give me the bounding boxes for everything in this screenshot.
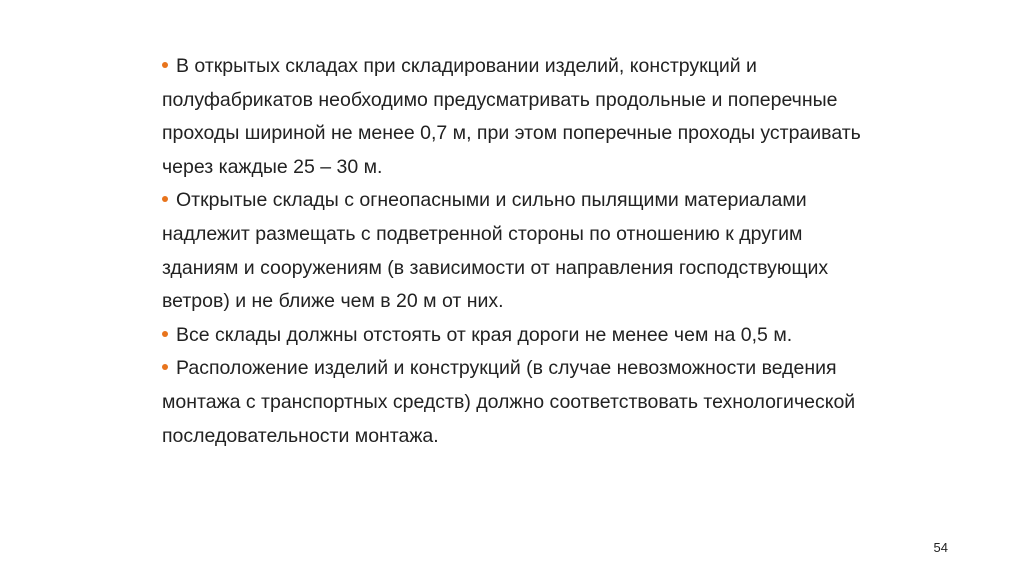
- bullet-text: Открытые склады с огнеопасными и сильно пылящими материалами надлежит размещать с подветренной стороны по отношению к другим зданиям и сооружениям (в зависимости от направления господствующих ветров) и не ближе чем в 20 м от них.: [162, 189, 829, 313]
- bullet-item: [162, 50, 882, 184]
- bullet-dot-icon: [162, 364, 168, 370]
- bullet-item: [162, 319, 882, 353]
- bullet-dot-icon: [162, 196, 168, 202]
- bullet-item: [162, 352, 882, 453]
- bullet-text: В открытых складах при складировании изделий, конструкций и полуфабрикатов необходимо предусматривать продольные и поперечные проходы шириной не менее 0,7 м, при этом поперечные проходы устраивать через каждые 25 – 30 м.: [162, 55, 861, 178]
- bullet-text: Расположение изделий и конструкций (в случае невозможности ведения монтажа с транспортных средств) должно соответствовать технологической последовательности монтажа.: [162, 357, 856, 447]
- bullet-dot-icon: [162, 62, 168, 68]
- bullet-dot-icon: [162, 331, 168, 337]
- bullet-text: Все склады должны отстоять от края дороги не менее чем на 0,5 м.: [176, 323, 793, 346]
- page-number: 54: [933, 540, 948, 555]
- bullet-item: [162, 184, 882, 318]
- bullet-list: [162, 50, 882, 453]
